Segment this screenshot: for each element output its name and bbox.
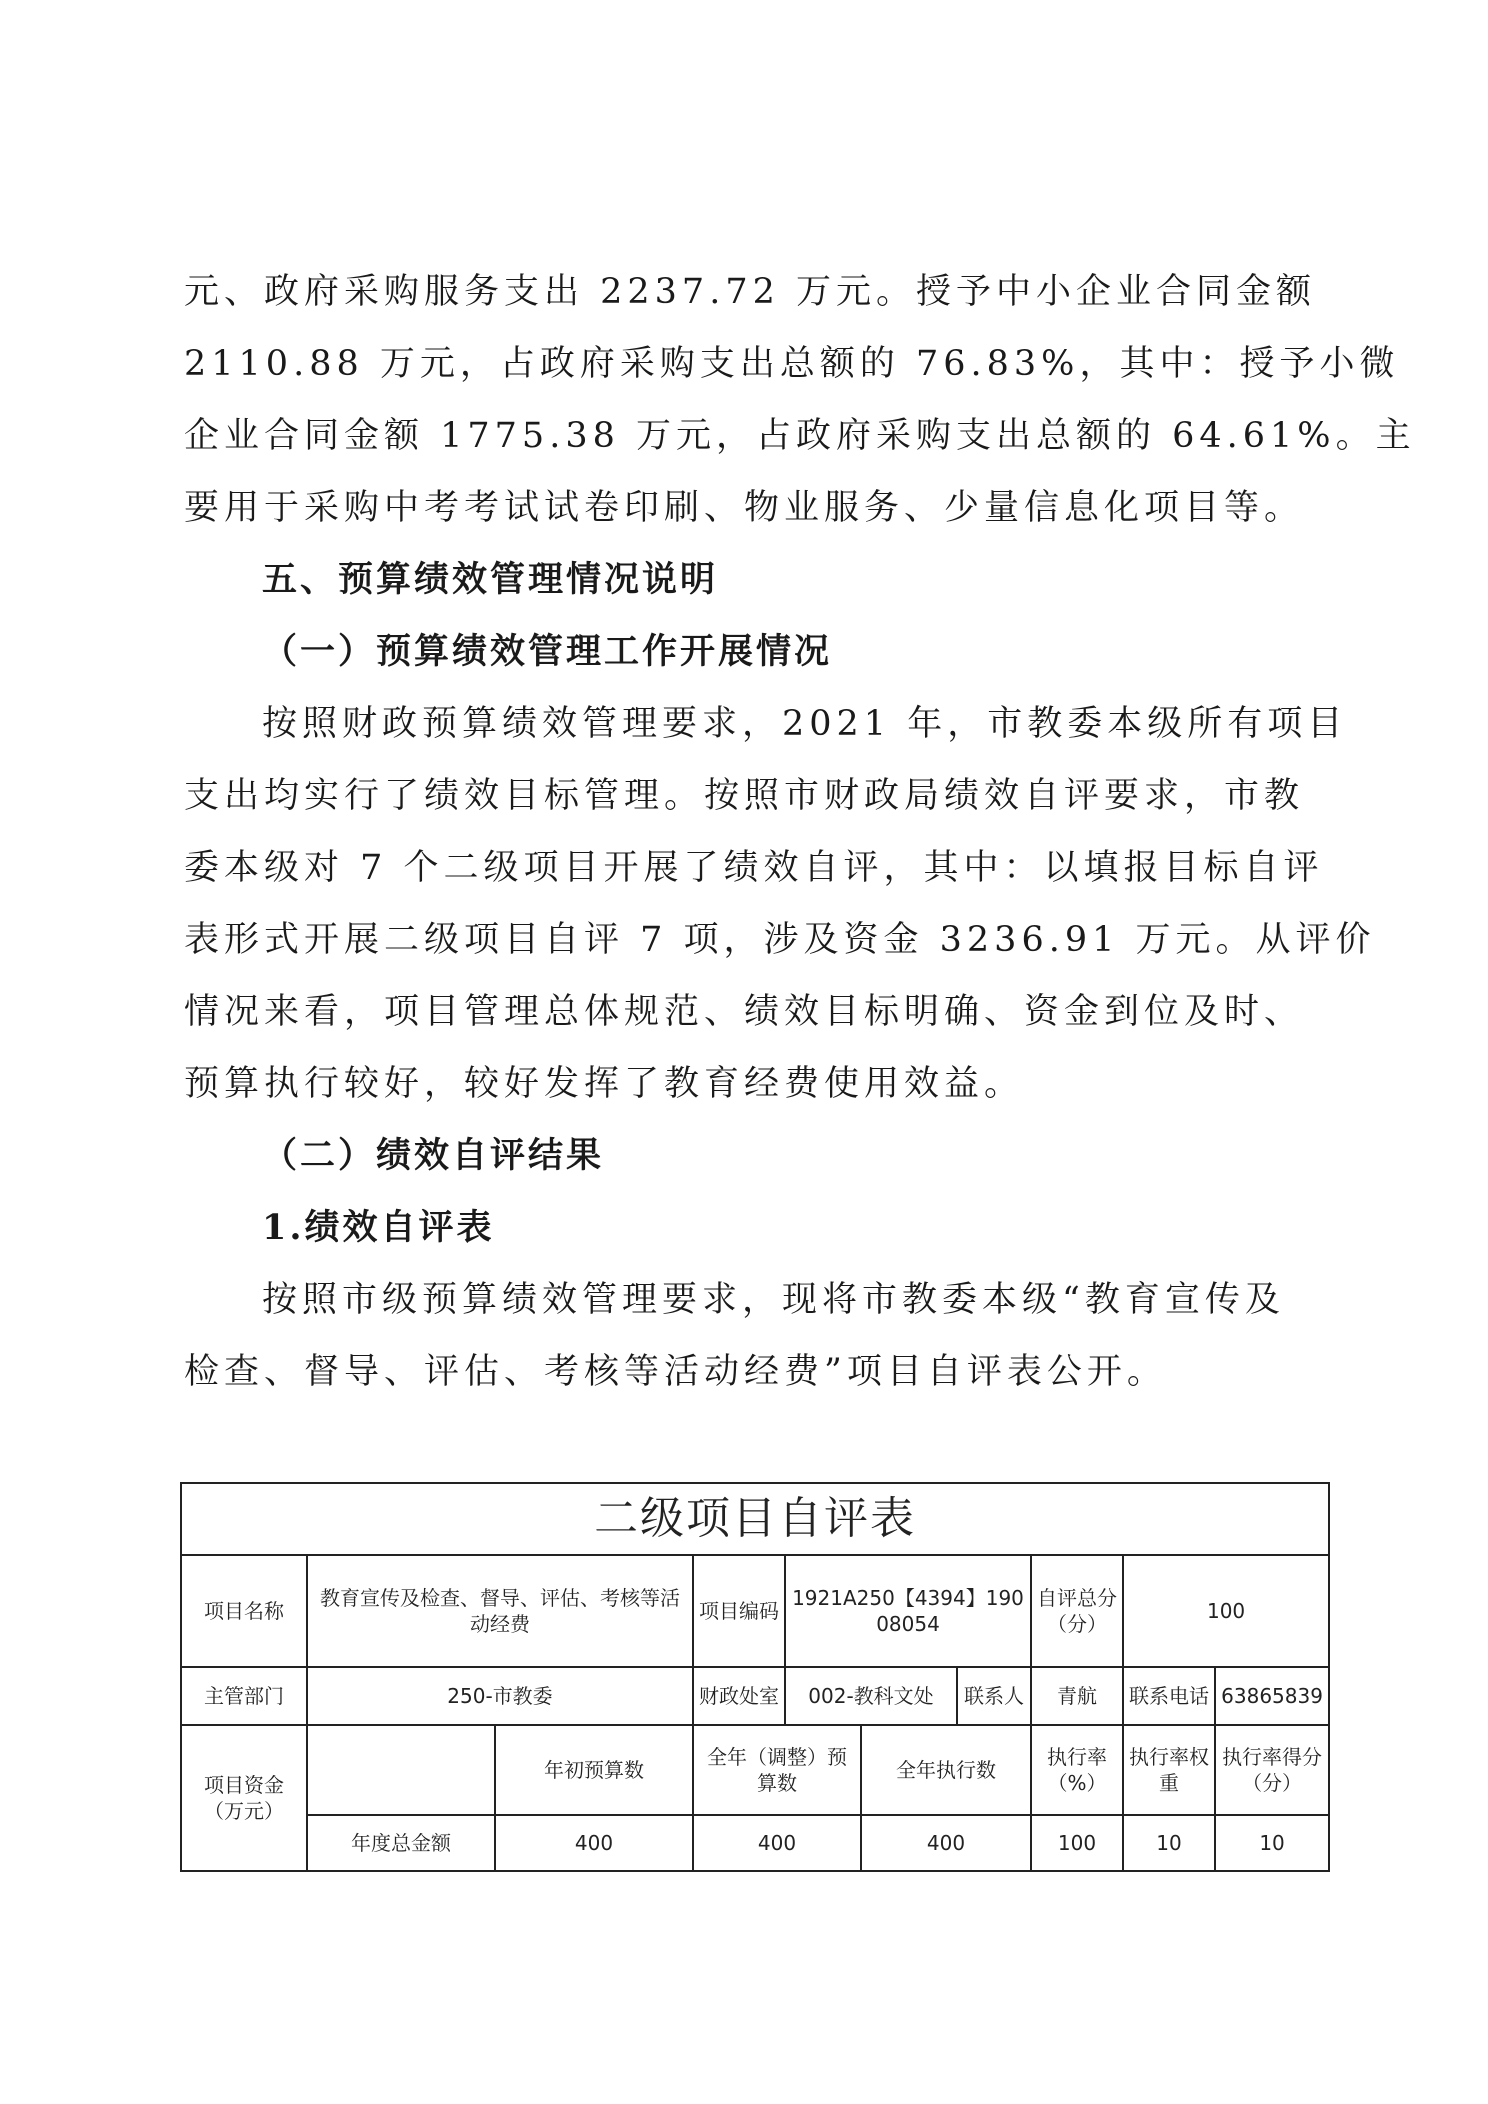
total-rate: 100 (1031, 1815, 1123, 1871)
score-value: 100 (1123, 1555, 1329, 1667)
project-name-label: 项目名称 (181, 1555, 307, 1667)
self-evaluation-table (180, 1482, 1330, 1872)
text-line: 企业合同金额 1775.38 万元，占政府采购支出总额的 64.61%。主 (184, 416, 1416, 456)
contact-label: 联系人 (957, 1667, 1031, 1725)
text-line: 元、政府采购服务支出 2237.72 万元。授予中小企业合同金额 (184, 272, 1316, 312)
paragraph-disclosure (184, 1264, 1304, 1408)
heading-text: （一）预算绩效管理工作开展情况 (262, 631, 833, 672)
total-weight: 10 (1123, 1815, 1215, 1871)
total-score: 10 (1215, 1815, 1329, 1871)
dept-value: 250-市教委 (307, 1667, 693, 1725)
heading-text: 1.绩效自评表 (262, 1207, 495, 1248)
score-label: 自评总分（分） (1031, 1555, 1123, 1667)
subsection-heading-1 (184, 616, 1304, 688)
text-line: 按照市级预算绩效管理要求，现将市教委本级“教育宣传及 (262, 1280, 1285, 1320)
table-title: 二级项目自评表 (181, 1483, 1329, 1555)
project-code: 1921A250【4394】19008054 (785, 1555, 1031, 1667)
paragraph-procurement (184, 256, 1416, 544)
text-line: 要用于采购中考考试试卷印刷、物业服务、少量信息化项目等。 (184, 488, 1305, 528)
section-heading-5 (184, 544, 1304, 616)
office-value: 002-教科文处 (785, 1667, 957, 1725)
col-rate-score: 执行率得分（分） (1215, 1725, 1329, 1815)
text-line: 委本级对 7 个二级项目开展了绩效自评，其中：以填报目标自评 (184, 848, 1324, 888)
project-name: 教育宣传及检查、督导、评估、考核等活动经费 (307, 1555, 693, 1667)
total-executed: 400 (861, 1815, 1031, 1871)
phone-value: 63865839 (1215, 1667, 1329, 1725)
funds-label: 项目资金（万元） (181, 1725, 307, 1871)
project-code-label: 项目编码 (693, 1555, 785, 1667)
text-line: 按照财政预算绩效管理要求，2021 年，市教委本级所有项目 (262, 704, 1348, 744)
col-execution-rate: 执行率（%） (1031, 1725, 1123, 1815)
total-adjusted: 400 (693, 1815, 861, 1871)
subsection-heading-2 (184, 1120, 1304, 1192)
col-adjusted-budget: 全年（调整）预算数 (693, 1725, 861, 1815)
text-line: 支出均实行了绩效目标管理。按照市财政局绩效自评要求，市教 (184, 776, 1305, 816)
paragraph-performance (184, 688, 1376, 1120)
heading-text: （二）绩效自评结果 (262, 1135, 605, 1176)
col-rate-weight: 执行率权重 (1123, 1725, 1215, 1815)
text-line: 检查、督导、评估、考核等活动经费”项目自评表公开。 (184, 1352, 1167, 1392)
text-line: 预算执行较好，较好发挥了教育经费使用效益。 (184, 1064, 1025, 1104)
col-executed: 全年执行数 (861, 1725, 1031, 1815)
text-line: 2110.88 万元，占政府采购支出总额的 76.83%，其中：授予小微 (184, 344, 1400, 384)
text-line: 表形式开展二级项目自评 7 项，涉及资金 3236.91 万元。从评价 (184, 920, 1376, 960)
total-initial: 400 (495, 1815, 693, 1871)
text-line: 情况来看，项目管理总体规范、绩效目标明确、资金到位及时、 (184, 992, 1305, 1032)
heading-text: 五、预算绩效管理情况说明 (262, 559, 719, 600)
dept-label: 主管部门 (181, 1667, 307, 1725)
subsection-heading-3 (184, 1192, 1304, 1264)
empty-header-cell (307, 1725, 495, 1815)
contact-value: 青航 (1031, 1667, 1123, 1725)
col-initial-budget: 年初预算数 (495, 1725, 693, 1815)
row-total-label: 年度总金额 (307, 1815, 495, 1871)
phone-label: 联系电话 (1123, 1667, 1215, 1725)
office-label: 财政处室 (693, 1667, 785, 1725)
